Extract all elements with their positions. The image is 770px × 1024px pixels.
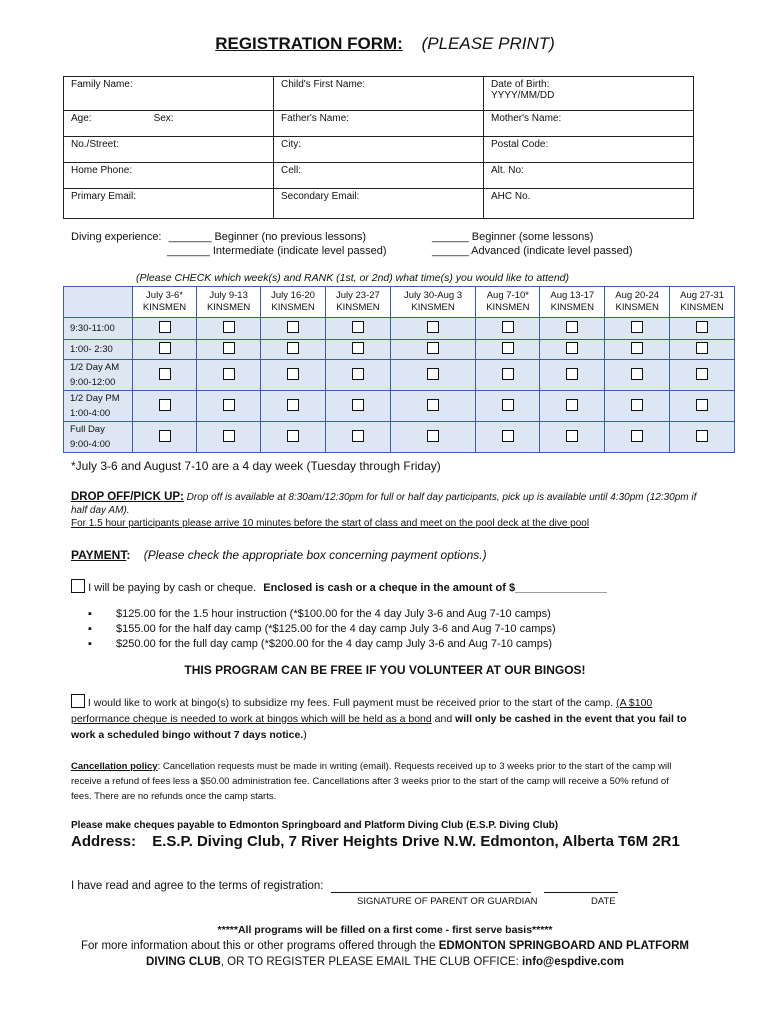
week-location-label: KINSMEN: [680, 302, 724, 313]
footer-club-name: EDMONTON SPRINGBOARD AND PLATFORM DIVING CLUB: [146, 940, 689, 968]
time-slot-line: 9:00-12:00: [70, 377, 116, 388]
time-slot-line: 9:30-11:00: [70, 323, 115, 334]
cancellation-policy: [71, 759, 691, 804]
footer-email-link[interactable]: info@espdive.com: [521, 956, 624, 968]
week-time-cell: [197, 318, 261, 340]
signature-field[interactable]: [331, 881, 531, 893]
week-header-cell: [133, 287, 197, 318]
experience-label: Diving experience:: [71, 231, 162, 243]
time-slot-row: [64, 422, 735, 453]
home-phone-field[interactable]: Home Phone:: [64, 163, 274, 189]
week-date-label: Aug 7-10*: [486, 290, 529, 301]
week-date-label: July 3-6*: [146, 290, 184, 301]
time-slot-row: [64, 360, 735, 391]
experience-beginner-none[interactable]: _______ Beginner (no previous lessons): [168, 231, 367, 243]
week-time-checkbox[interactable]: [427, 321, 439, 333]
time-slot-label: [64, 422, 133, 453]
postal-code-field[interactable]: Postal Code:: [484, 137, 694, 163]
cheques-note: Please make cheques payable to Edmonton Springboard and Platform Diving Club (E.S.P. Diving Club): [71, 820, 559, 831]
cell-field[interactable]: Cell:: [274, 163, 484, 189]
week-time-checkbox[interactable]: [352, 342, 364, 354]
week-time-checkbox[interactable]: [427, 399, 439, 411]
time-slot-line: 1:00-4:00: [70, 408, 111, 419]
cancellation-label: Cancellation policy: [71, 761, 158, 772]
week-date-label: July 16-20: [271, 290, 315, 301]
week-time-cell: [670, 318, 735, 340]
week-time-cell: [540, 360, 605, 391]
cancellation-text: : Cancellation requests must be made in writing (email). Requests received up to 3 weeks prior to the start of the camp will receive a refund of fees less a $50.00 administration fee. Cancellations after 3 weeks prior to the start of the camp will receive a 50% refund of fees. There are no refunds once the camp starts.: [71, 761, 672, 802]
week-time-cell: [605, 422, 670, 453]
week-header-cell: [390, 287, 475, 318]
personal-info-table: [63, 76, 694, 219]
week-location-label: KINSMEN: [411, 302, 455, 313]
week-time-cell: [476, 340, 540, 360]
week-time-checkbox[interactable]: [223, 321, 235, 333]
address-line: [71, 832, 701, 852]
week-time-checkbox[interactable]: [566, 321, 578, 333]
week-time-checkbox[interactable]: [566, 430, 578, 442]
week-time-cell: [197, 360, 261, 391]
week-time-checkbox[interactable]: [696, 342, 708, 354]
week-header-cell: [325, 287, 390, 318]
dob-field[interactable]: Date of Birth: YYYY/MM/DD: [484, 77, 694, 111]
footer-text-2: , OR TO REGISTER PLEASE EMAIL THE CLUB OFFICE:: [220, 956, 522, 968]
week-time-checkbox[interactable]: [566, 368, 578, 380]
address-label: Address:: [71, 833, 137, 850]
experience-advanced[interactable]: ______ Advanced (indicate level passed): [432, 245, 633, 257]
week-date-label: Aug 13-17: [550, 290, 595, 301]
week-time-cell: [197, 340, 261, 360]
week-time-checkbox[interactable]: [631, 342, 643, 354]
cash-cheque-option: [71, 579, 607, 594]
address-value: E.S.P. Diving Club, 7 River Heights Drive N.W. Edmonton, Alberta T6M 2R1: [152, 833, 680, 850]
date-field[interactable]: [544, 881, 618, 893]
week-time-checkbox[interactable]: [696, 399, 708, 411]
week-location-label: KINSMEN: [550, 302, 594, 313]
time-slot-line: 1:00- 2:30: [70, 344, 113, 355]
week-time-checkbox[interactable]: [287, 430, 299, 442]
payment-colon: :: [126, 548, 131, 562]
week-time-cell: [605, 391, 670, 422]
payment-instruction: (Please check the appropriate box concerning payment options.): [143, 548, 487, 562]
week-time-cell: [605, 360, 670, 391]
week-header-cell: [261, 287, 326, 318]
time-slot-label: [64, 318, 133, 340]
week-time-checkbox[interactable]: [696, 368, 708, 380]
dropoff-note: For 1.5 hour participants please arrive 10 minutes before the start of class and meet on the pool deck at the dive pool: [71, 518, 590, 529]
week-location-label: KINSMEN: [271, 302, 315, 313]
week-time-cell: [670, 340, 735, 360]
week-time-checkbox[interactable]: [427, 342, 439, 354]
week-date-label: July 9-13: [209, 290, 248, 301]
week-time-cell: [133, 360, 197, 391]
week-time-checkbox[interactable]: [223, 368, 235, 380]
week-time-cell: [325, 340, 390, 360]
date-label: DATE: [591, 896, 616, 907]
week-time-cell: [476, 360, 540, 391]
time-slot-line: 1/2 Day AM: [70, 362, 120, 373]
week-time-cell: [605, 318, 670, 340]
week-time-checkbox[interactable]: [223, 399, 235, 411]
week-schedule-table: [63, 286, 735, 453]
week-time-cell: [325, 422, 390, 453]
week-location-label: KINSMEN: [142, 302, 187, 313]
child-first-name-field[interactable]: Child's First Name:: [274, 77, 484, 111]
week-time-cell: [540, 318, 605, 340]
week-time-cell: [476, 391, 540, 422]
week-time-cell: [325, 391, 390, 422]
mother-name-field[interactable]: Mother's Name:: [484, 111, 694, 137]
week-time-cell: [133, 340, 197, 360]
week-location-label: KINSMEN: [486, 302, 530, 313]
week-time-checkbox[interactable]: [287, 342, 299, 354]
week-time-checkbox[interactable]: [287, 399, 299, 411]
week-header-cell: [605, 287, 670, 318]
week-time-cell: [540, 391, 605, 422]
week-time-checkbox[interactable]: [566, 399, 578, 411]
week-time-cell: [605, 340, 670, 360]
secondary-email-field[interactable]: Secondary Email:: [274, 189, 484, 219]
week-time-cell: [540, 340, 605, 360]
week-time-cell: [670, 360, 735, 391]
week-header-cell: [540, 287, 605, 318]
bingo-checkbox[interactable]: [71, 694, 85, 708]
week-location-label: KINSMEN: [206, 302, 251, 313]
form-title-sub: (PLEASE PRINT): [421, 34, 555, 53]
bingo-text: I would like to work at bingo(s) to subsidize my fees. Full payment must be received prior to the start of the camp.: [87, 697, 614, 709]
week-date-label: July 23-27: [335, 290, 380, 301]
week-date-label: Aug 27-31: [680, 290, 724, 301]
week-time-cell: [261, 391, 326, 422]
week-time-checkbox[interactable]: [566, 342, 578, 354]
week-time-cell: [261, 422, 326, 453]
header-blank-cell: [64, 287, 133, 318]
week-time-checkbox[interactable]: [502, 368, 514, 380]
week-time-checkbox[interactable]: [287, 321, 299, 333]
enclosed-amount[interactable]: Enclosed is cash or a cheque in the amount of $_______________: [263, 582, 607, 594]
week-location-label: KINSMEN: [615, 302, 659, 313]
dropoff-section: [71, 491, 701, 530]
bingo-heading: THIS PROGRAM CAN BE FREE IF YOU VOLUNTEER AT OUR BINGOS!: [184, 663, 586, 677]
week-time-checkbox[interactable]: [352, 368, 364, 380]
first-come-note: *****All programs will be filled on a first come - first serve basis*****: [217, 924, 553, 936]
street-field[interactable]: No./Street:: [64, 137, 274, 163]
time-slot-label: [64, 391, 133, 422]
week-time-checkbox[interactable]: [159, 368, 171, 380]
time-slot-line: Full Day: [70, 424, 105, 435]
bingo-section: [71, 694, 691, 743]
primary-email-field[interactable]: Primary Email:: [64, 189, 274, 219]
week-date-label: Aug 20-24: [615, 290, 660, 301]
week-time-cell: [390, 340, 475, 360]
week-time-checkbox[interactable]: [631, 399, 643, 411]
ahc-no-field[interactable]: AHC No.: [484, 189, 694, 219]
agree-text: I have read and agree to the terms of registration:: [71, 880, 324, 892]
bingo-close-paren: ): [303, 729, 307, 741]
fee-list: [88, 607, 556, 652]
week-time-checkbox[interactable]: [223, 342, 235, 354]
week-time-checkbox[interactable]: [502, 430, 514, 442]
bingo-cashed-text: will only be cashed in the event that you fail to work a scheduled bingo without 7 days notice.: [71, 713, 687, 741]
cash-cheque-text: I will be paying by cash or cheque.: [88, 582, 257, 594]
experience-beginner-some[interactable]: ______ Beginner (some lessons): [432, 231, 594, 243]
signature-label: SIGNATURE OF PARENT OR GUARDIAN: [357, 896, 538, 907]
time-slot-label: [64, 360, 133, 391]
week-time-checkbox[interactable]: [159, 321, 171, 333]
week-time-cell: [670, 422, 735, 453]
week-time-checkbox[interactable]: [502, 342, 514, 354]
bingo-bond-text: (A $100 performance cheque is needed to work at bingos which will be held as a bond: [71, 697, 653, 725]
week-time-cell: [197, 422, 261, 453]
form-title-main: REGISTRATION FORM:: [215, 34, 403, 53]
week-time-checkbox[interactable]: [631, 321, 643, 333]
week-time-cell: [133, 318, 197, 340]
week-time-cell: [390, 422, 475, 453]
week-time-checkbox[interactable]: [159, 430, 171, 442]
fee-item: ▪ $155.00 for the half day camp (*$125.00 for the 4 day camp July 3-6 and Aug 7-10 camps): [88, 623, 556, 635]
four-day-note: *July 3-6 and August 7-10 are a 4 day week (Tuesday through Friday): [71, 459, 441, 473]
week-time-cell: [197, 391, 261, 422]
fee-item: ▪ $125.00 for the 1.5 hour instruction (*$100.00 for the 4 day July 3-6 and Aug 7-10 camps): [88, 608, 551, 620]
cash-cheque-checkbox[interactable]: [71, 579, 85, 593]
week-time-cell: [261, 318, 326, 340]
time-slot-row: [64, 391, 735, 422]
week-time-checkbox[interactable]: [502, 321, 514, 333]
time-slot-row: [64, 318, 735, 340]
fee-item: ▪ $250.00 for the full day camp (*$200.00 for the 4 day camp July 3-6 and Aug 7-10 camps): [88, 638, 552, 650]
payment-heading: [71, 548, 487, 562]
week-time-cell: [325, 360, 390, 391]
alt-no-field[interactable]: Alt. No:: [484, 163, 694, 189]
time-slot-label: [64, 340, 133, 360]
footer-text: For more information about this or other programs offered through the: [81, 940, 439, 952]
form-title: [0, 34, 770, 54]
week-time-cell: [540, 422, 605, 453]
experience-intermediate[interactable]: _______ Intermediate (indicate level passed): [167, 245, 387, 257]
time-slot-line: 1/2 Day PM: [70, 393, 120, 404]
week-time-checkbox[interactable]: [631, 368, 643, 380]
week-time-checkbox[interactable]: [427, 368, 439, 380]
family-name-field[interactable]: Family Name:: [64, 77, 274, 111]
week-time-checkbox[interactable]: [159, 399, 171, 411]
week-time-cell: [476, 422, 540, 453]
diving-experience: [71, 231, 711, 259]
week-header-cell: [197, 287, 261, 318]
week-time-cell: [261, 340, 326, 360]
week-time-checkbox[interactable]: [696, 430, 708, 442]
week-time-cell: [261, 360, 326, 391]
week-location-label: KINSMEN: [336, 302, 380, 313]
week-date-label: July 30-Aug 3: [404, 290, 463, 301]
week-time-checkbox[interactable]: [352, 399, 364, 411]
week-time-checkbox[interactable]: [696, 321, 708, 333]
week-header-cell: [476, 287, 540, 318]
week-time-checkbox[interactable]: [223, 430, 235, 442]
agreement-line: [71, 880, 701, 893]
week-time-checkbox[interactable]: [287, 368, 299, 380]
city-field[interactable]: City:: [274, 137, 484, 163]
week-time-checkbox[interactable]: [352, 321, 364, 333]
week-time-checkbox[interactable]: [631, 430, 643, 442]
week-time-cell: [390, 391, 475, 422]
time-slot-row: [64, 340, 735, 360]
week-time-cell: [670, 391, 735, 422]
dropoff-text: Drop off is available at 8:30am/12:30pm for full or half day participants, pick up is available until 4:30pm (12:30pm if half day AM).: [71, 492, 697, 516]
week-time-cell: [390, 318, 475, 340]
week-time-cell: [133, 422, 197, 453]
footer-info: [74, 938, 696, 970]
age-sex-field[interactable]: Age: Sex:: [64, 111, 274, 137]
father-name-field[interactable]: Father's Name:: [274, 111, 484, 137]
week-time-cell: [325, 318, 390, 340]
dropoff-label: DROP OFF/PICK UP:: [71, 491, 184, 503]
week-time-checkbox[interactable]: [427, 430, 439, 442]
sex-label[interactable]: Sex:: [153, 113, 174, 124]
week-time-cell: [390, 360, 475, 391]
bingo-and: and: [431, 713, 456, 725]
payment-label: PAYMENT: [71, 548, 127, 562]
week-time-checkbox[interactable]: [159, 342, 171, 354]
time-slot-line: 9:00-4:00: [70, 439, 111, 450]
week-time-checkbox[interactable]: [352, 430, 364, 442]
week-header-cell: [670, 287, 735, 318]
week-time-checkbox[interactable]: [502, 399, 514, 411]
week-check-instruction: (Please CHECK which week(s) and RANK (1st, or 2nd) what time(s) you would like to attend): [136, 272, 570, 284]
week-time-cell: [476, 318, 540, 340]
week-time-cell: [133, 391, 197, 422]
